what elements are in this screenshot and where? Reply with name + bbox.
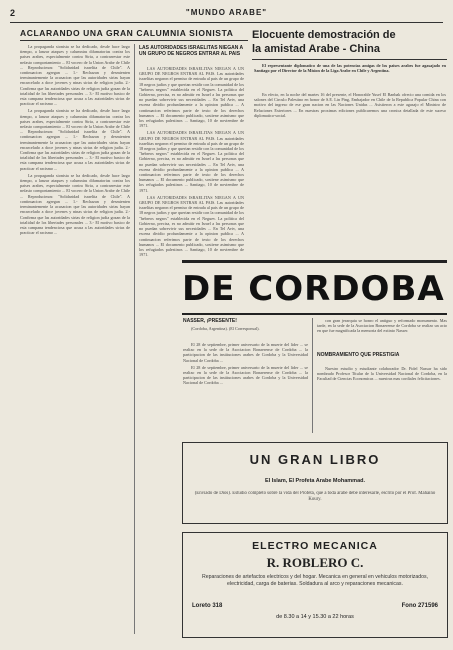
left-col1-text-repeat-2: La propaganda sionista se ha dedicado, desde hace largo tiempo, a lanzar ataques y calumnias difamatorias contra los paises arabes, especialmente contra Siria, a contrarrestar este nefasto comportamiento ... El vocero de la Union Arabe de Chile ... Reproducimos: "Solidaridad israelita de Chile". A continuacion agregan ... 1.- Rechazan y desmienten terminantemente la acusacion que las autoridades sirias hayan encarcelado a doce jovenes y ninas sirias de religion judia. 2.- Confirma que las autoridades sirias de religion judia gozan de la totalidad de los libertades personales ... 3.- El motivo basico de esta campana tendenciosa que acusa a las autoridades sirias de practicar el racismo ... bbox=[20, 172, 130, 236]
ad-company: R. ROBLERO C. bbox=[266, 555, 364, 570]
libro-meta-text: (Enviado de Dios). Estudio completo sobre la vida del Profeta, que a toda arabe debe interesarle, escrito por el Prof. Mahaino Koury. bbox=[194, 491, 436, 503]
page-header bbox=[10, 8, 443, 22]
china-title-line2: la amistad Arabe - China bbox=[252, 43, 380, 55]
column-divider bbox=[134, 44, 135, 634]
libro-meta bbox=[190, 491, 440, 516]
nasser-title: NASSER, ¡PRESENTE! bbox=[183, 318, 237, 324]
nombramiento-body bbox=[317, 366, 447, 434]
cordoba-headline: DE CORDOBA bbox=[182, 269, 445, 309]
china-intro-text: El representante diplomatico de una de las potencias amigas de los paises arabes fue agasajado en Santiago por el Director de la Mision de la Liga Arabe en Chile y Argentina. bbox=[254, 63, 446, 74]
nombramiento-text: Nuestro estudio y estudiante colaborador Dr. Fidel Nassar ha sido nombrado Profesor Titular de la Universidad Nacional de Cordoba, en la Facultad de Ciencias Economicas ... nuestras mas cordiales felicitaciones. bbox=[317, 366, 447, 382]
negros-subheadline: LAS AUTORIDADES ISRAELITAS NIEGAN A UN GRUPO DE NEGROS ENTRAR AL PAIS bbox=[139, 45, 243, 57]
china-body bbox=[254, 92, 446, 202]
page-number: 2 bbox=[10, 8, 16, 18]
nombramiento-title: NOMBRAMIENTO QUE PRESTIGIA bbox=[317, 352, 400, 358]
left-col1-text: La propaganda sionista se ha dedicado, desde hace largo tiempo, a lanzar ataques y calumnias difamatorias contra los paises arabes, especialmente contra Siria, a contrarrestar este nefasto comportamiento ... El vocero de la Union Arabe de Chile ... Reproducimos: "Solidaridad israelita de Chile". A continuacion agregan ... 1.- Rechazan y desmienten terminantemente la acusacion que las autoridades sirias hayan encarcelado a doce jovenes y ninas sirias de religion judia. 2.- Confirma que las autoridades sirias de religion judia gozan de la totalidad de los libertades personales ... 3.- El motivo basico de esta campana tendenciosa que acusa a las autoridades sirias de practicar el racismo ... bbox=[20, 44, 130, 107]
nasser-meta-text: (Cordoba, Argentina). (El Corresponsal). bbox=[191, 326, 260, 331]
nasser-body bbox=[183, 342, 308, 432]
left-article-title: ACLARANDO UNA GRAN CALUMNIA SIONISTA bbox=[20, 28, 234, 38]
cordoba-col-divider bbox=[312, 318, 313, 433]
nasser-meta bbox=[183, 326, 308, 341]
ad-address: Loreto 318 bbox=[192, 603, 223, 609]
cordoba-top-bar bbox=[182, 260, 447, 263]
ad-title: ELECTRO MECANICA bbox=[252, 540, 378, 552]
left-col2-text-repeat: LAS AUTORIDADES ISRAELITAS NIEGAN A UN GRUPO DE NEGROS ENTRAR AL PAIS. Las autoridades israelitas negaron el permiso de entrada al pais de un grupo de 18 negros judios y que querian residir con la comunidad de los "hebreos negros" establecida en el Neguev. La politica del Gobierno, precisa, es no admitir en Israel a las personas que no puedan sobrevivir sus necesidades ... En Tel Aviv, una escena dividio profundamente a la opinion publica ... A continuacion referimos parte de texto de los derechos humanos ... El documento publicado, sostiene asimismo que los refugiados palestinos ... Santiago, 10 de noviembre de 1971. bbox=[139, 130, 244, 193]
paper-title: "MUNDO ARABE" bbox=[185, 8, 268, 17]
nasser-body-text: El 28 de septiembre, primer aniversario de la muerte del lider ... se realizo en la sede de la Asociacion Bonaerense de Cordoba ... la participacion de las instituciones arabes de Cordoba y la Universidad Nacional de Cordoba ... bbox=[183, 342, 308, 363]
libro-title: UN GRAN LIBRO bbox=[249, 452, 381, 467]
ad-description: Reparaciones de artefactos electricos y del hogar. Mecanica en general en vehiculos motorizados, electricidad, carga de baterias. Soldadura al arco y reparaciones mecanicas. bbox=[201, 574, 429, 587]
china-body-text: En efecto, en la noche del martes 16 del presente, el Honorable Yusef El Banbak ofrecio una comida en los salones del Circulo Palestino en honor de S.E. Lin Ping, Embajador en Chile de la Republica Popular China con motivo del ingreso de ese gran nacion en las Naciones Unidas ... Asistieron a este agasajo el Ministro de Relaciones Exteriores ... En nuestras proximas ediciones publicaremos una cronica detallada de este suceso diplomatico-social. bbox=[254, 92, 446, 118]
left-col2-text-repeat-2: LAS AUTORIDADES ISRAELITAS NIEGAN A UN GRUPO DE NEGROS ENTRAR AL PAIS. Las autoridades israelitas negaron el permiso de entrada al pais de un grupo de 18 negros judios y que querian residir con la comunidad de los "hebreos negros" establecida en el Neguev. La politica del Gobierno, precisa, es no admitir en Israel a las personas que no puedan sobrevivir sus necesidades ... En Tel Aviv, una escena dividio profundamente a la opinion publica ... A continuacion referimos parte de texto de los derechos humanos ... El documento publicado, sostiene asimismo que los refugiados palestinos ... Santiago, 10 de noviembre de 1971. bbox=[139, 194, 244, 258]
cordoba-col2-text: con gran jerarquia se honro el antiguo y reformado monumento. Mas tarde, en la sede de la Asociacion Bonaerense de Cordoba se realizo un acto en que fue magnificada la memoria del extinto Nasser. bbox=[317, 318, 447, 334]
china-title-line1: Elocuente demostración de bbox=[252, 29, 396, 41]
china-intro bbox=[254, 63, 446, 91]
ad-phone: Fono 271596 bbox=[401, 603, 438, 609]
left-col1-text-repeat: La propaganda sionista se ha dedicado, desde hace largo tiempo, a lanzar ataques y calumnias difamatorias contra los paises arabes, especialmente contra Siria, a contrarrestar este nefasto comportamiento ... El vocero de la Union Arabe de Chile ... Reproducimos: "Solidaridad israelita de Chile". A continuacion agregan ... 1.- Rechazan y desmienten terminantemente la acusacion que las autoridades sirias hayan encarcelado a doce jovenes y ninas sirias de religion judia. 2.- Confirma que las autoridades sirias de religion judia gozan de la totalidad de los libertades personales ... 3.- El motivo basico de esta campana tendenciosa que acusa a las autoridades sirias de practicar el racismo ... bbox=[20, 108, 130, 171]
ad-hours: de 8.30 a 14 y 15.30 a 22 horas bbox=[276, 614, 354, 620]
cordoba-bottom-bar bbox=[182, 313, 447, 315]
left-col2-text: LAS AUTORIDADES ISRAELITAS NIEGAN A UN GRUPO DE NEGROS ENTRAR AL PAIS. Las autoridades israelitas negaron el permiso de entrada al pais de un grupo de 18 negros judios y que querian residir con la comunidad de los "hebreos negros" establecida en el Neguev. La politica del Gobierno, precisa, es no admitir en Israel a las personas que no puedan sobrevivir sus necesidades ... En Tel Aviv, una escena dividio profundamente a la opinion publica ... A continuacion referimos parte de texto de los derechos humanos ... El documento publicado, sostiene asimismo que los refugiados palestinos ... Santiago, 10 de noviembre de 1971. bbox=[139, 66, 244, 129]
china-rule bbox=[252, 59, 447, 60]
left-column-1 bbox=[20, 44, 130, 634]
china-title bbox=[252, 28, 447, 56]
cordoba-col2-body bbox=[317, 318, 447, 350]
nasser-body-text-repeat: El 28 de septiembre, primer aniversario de la muerte del lider ... se realizo en la sede de la Asociacion Bonaerense de Cordoba ... la participacion de las instituciones arabes de Cordoba y la Universidad Nacional de Cordoba ... bbox=[183, 364, 308, 386]
libro-subtitle: El Islam, El Profeta Arabe Mohammad. bbox=[264, 478, 366, 484]
header-rule bbox=[10, 22, 443, 23]
left-title-rule bbox=[20, 40, 248, 41]
